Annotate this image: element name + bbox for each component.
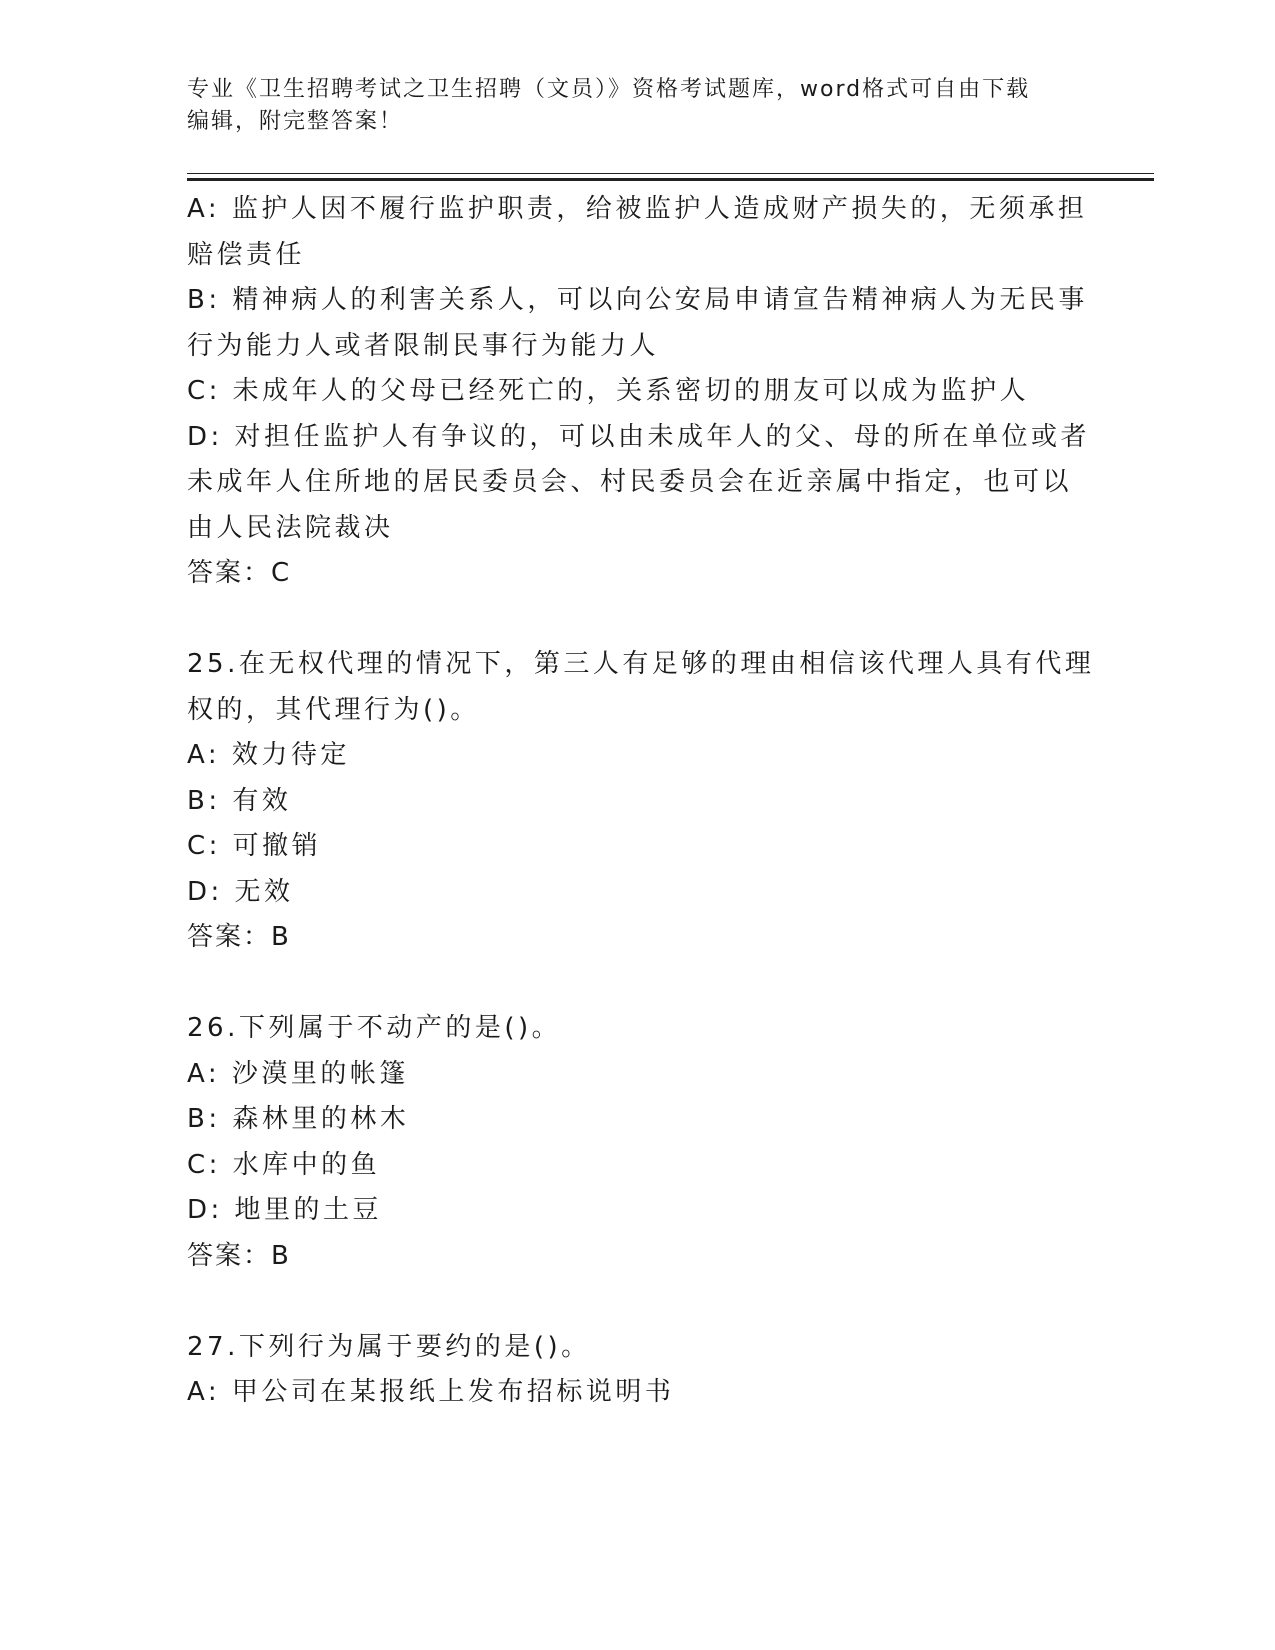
option-d: D: 对担任监护人有争议的，可以由未成年人的父、母的所在单位或者 bbox=[187, 421, 1091, 452]
question-27 bbox=[187, 1325, 1087, 1416]
question-24-continued bbox=[187, 187, 1091, 597]
option-a-continued: 赔偿责任 bbox=[187, 239, 306, 270]
question-25 bbox=[187, 642, 1095, 961]
option-a: A: 甲公司在某报纸上发布招标说明书 bbox=[187, 1377, 675, 1407]
header-divider-thick bbox=[187, 178, 1154, 181]
header-divider-thin bbox=[187, 173, 1154, 174]
option-b: B: 精神病人的利害关系人，可以向公安局申请宣告精神病人为无民事 bbox=[187, 285, 1088, 315]
answer-line: 答案：C bbox=[187, 558, 292, 588]
question-list bbox=[187, 187, 1095, 1416]
option-c: C: 未成年人的父母已经死亡的，关系密切的朋友可以成为监护人 bbox=[187, 376, 1030, 406]
answer-line: 答案：B bbox=[187, 1240, 291, 1271]
option-a: A: 监护人因不履行监护职责，给被监护人造成财产损失的，无须承担 bbox=[187, 194, 1088, 224]
option-a: A: 沙漠里的帐篷 bbox=[187, 1058, 409, 1089]
question-26 bbox=[187, 1006, 1087, 1279]
option-b: B: 森林里的林木 bbox=[187, 1104, 410, 1134]
spacer bbox=[187, 1279, 1087, 1325]
spacer bbox=[187, 597, 1087, 643]
option-d: D: 地里的土豆 bbox=[187, 1195, 383, 1225]
option-c: C: 可撤销 bbox=[187, 831, 322, 861]
option-d-continued: 未成年人住所地的居民委员会、村民委员会在近亲属中指定，也可以 bbox=[187, 467, 1073, 497]
spacer bbox=[187, 961, 1087, 1007]
question-stem-continued: 权的，其代理行为()。 bbox=[187, 694, 480, 725]
option-d-continued: 由人民法院裁决 bbox=[187, 512, 394, 543]
option-b-continued: 行为能力人或者限制民事行为能力人 bbox=[187, 330, 660, 361]
option-d: D: 无效 bbox=[187, 876, 294, 907]
question-stem: 27.下列行为属于要约的是()。 bbox=[187, 1331, 591, 1362]
option-c: C: 水库中的鱼 bbox=[187, 1149, 381, 1180]
header-line-2: 编辑，附完整答案！ bbox=[187, 109, 404, 134]
option-a: A: 效力待定 bbox=[187, 740, 350, 770]
option-b: B: 有效 bbox=[187, 785, 292, 816]
answer-line: 答案：B bbox=[187, 922, 291, 952]
header-line-1: 专业《卫生招聘考试之卫生招聘（文员）》资格考试题库，word格式可自由下载 bbox=[187, 77, 1031, 102]
document-header bbox=[187, 74, 1067, 138]
question-stem: 25.在无权代理的情况下，第三人有足够的理由相信该代理人具有代理 bbox=[187, 649, 1095, 679]
question-stem: 26.下列属于不动产的是()。 bbox=[187, 1013, 562, 1043]
